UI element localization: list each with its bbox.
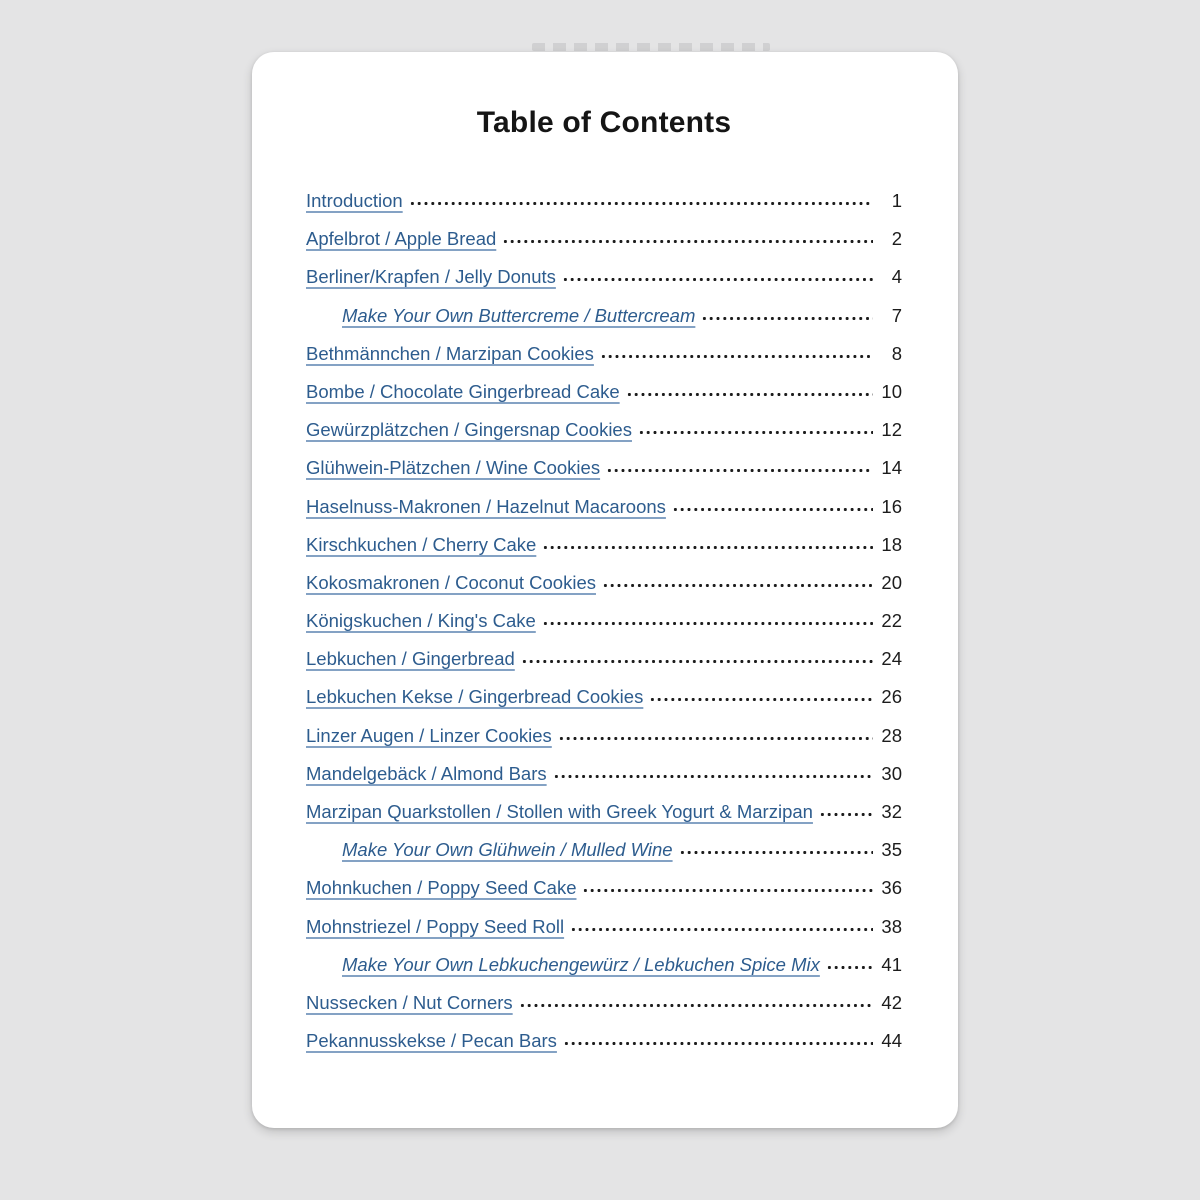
page-number: 18: [881, 533, 902, 555]
toc-link[interactable]: Kirschkuchen / Cherry Cake: [306, 533, 537, 555]
toc-row: [306, 190, 902, 228]
page-number: 8: [891, 342, 902, 364]
toc-row: [306, 343, 902, 381]
toc-row: [306, 305, 902, 343]
toc-link[interactable]: Mohnkuchen / Poppy Seed Cake: [306, 877, 577, 899]
toc-row: [306, 954, 902, 992]
dot-leader: [606, 467, 873, 474]
toc-row: [306, 916, 902, 954]
toc-link[interactable]: Pekannusskekse / Pecan Bars: [306, 1030, 557, 1052]
dot-leader: [563, 1040, 873, 1047]
toc-row: [306, 381, 902, 419]
toc-link[interactable]: Haselnuss-Makronen / Hazelnut Macaroons: [306, 495, 666, 517]
page-number: 42: [881, 991, 902, 1013]
dot-leader: [679, 849, 873, 856]
toc-link[interactable]: Bethmännchen / Marzipan Cookies: [306, 342, 594, 364]
dot-leader: [409, 200, 873, 207]
dot-leader: [826, 964, 873, 971]
dot-leader: [638, 429, 873, 436]
page-number: 16: [881, 495, 902, 517]
dot-leader: [562, 276, 873, 283]
dot-leader: [701, 315, 873, 322]
dot-leader: [819, 811, 873, 818]
page-number: 35: [881, 839, 902, 861]
dot-leader: [553, 773, 873, 780]
toc-row: [306, 992, 902, 1030]
toc-row: [306, 496, 902, 534]
toc-row: [306, 610, 902, 648]
previous-page-text-remnant: [532, 43, 770, 51]
toc-row: [306, 266, 902, 304]
toc-link[interactable]: Kokosmakronen / Coconut Cookies: [306, 571, 596, 593]
dot-leader: [649, 696, 873, 703]
toc-page-card: [252, 52, 958, 1128]
toc-link[interactable]: Lebkuchen Kekse / Gingerbread Cookies: [306, 686, 644, 708]
toc-link[interactable]: Nussecken / Nut Corners: [306, 991, 513, 1013]
toc-row: [306, 801, 902, 839]
toc-row: [306, 534, 902, 572]
toc-row: [306, 648, 902, 686]
toc-link[interactable]: Bombe / Chocolate Gingerbread Cake: [306, 380, 620, 402]
dot-leader: [519, 1002, 873, 1009]
toc-row: [306, 1030, 902, 1068]
toc-row: [306, 877, 902, 915]
dot-leader: [626, 391, 873, 398]
toc-link[interactable]: Glühwein-Plätzchen / Wine Cookies: [306, 457, 601, 479]
toc-row: [306, 839, 902, 877]
page-number: 7: [891, 304, 902, 326]
toc-link[interactable]: Make Your Own Glühwein / Mulled Wine: [342, 839, 673, 861]
toc-row: [306, 763, 902, 801]
dot-leader: [672, 506, 873, 513]
toc-row: [306, 725, 902, 763]
toc-list: [306, 190, 902, 1068]
toc-link[interactable]: Königskuchen / King's Cake: [306, 610, 536, 632]
toc-link[interactable]: Gewürzplätzchen / Gingersnap Cookies: [306, 419, 632, 441]
page-number: 44: [881, 1030, 902, 1052]
toc-row: [306, 457, 902, 495]
toc-row: [306, 686, 902, 724]
toc-link[interactable]: Mohnstriezel / Poppy Seed Roll: [306, 915, 565, 937]
page-number: 24: [881, 648, 902, 670]
page-number: 20: [881, 571, 902, 593]
dot-leader: [602, 582, 873, 589]
dot-leader: [570, 926, 873, 933]
dot-leader: [600, 353, 873, 360]
page-number: 10: [881, 380, 902, 402]
page-number: 41: [881, 953, 902, 975]
dot-leader: [542, 544, 873, 551]
page-title: Table of Contents: [476, 106, 732, 139]
page-number: 38: [881, 915, 902, 937]
toc-row: [306, 419, 902, 457]
toc-link[interactable]: Introduction: [306, 190, 403, 211]
toc-row: [306, 572, 902, 610]
toc-link[interactable]: Mandelgebäck / Almond Bars: [306, 762, 547, 784]
page-number: 4: [891, 266, 902, 288]
page-number: 22: [881, 610, 902, 632]
page-number: 26: [881, 686, 902, 708]
dot-leader: [542, 620, 873, 627]
dot-leader: [582, 887, 873, 894]
toc-row: [306, 228, 902, 266]
toc-link[interactable]: Make Your Own Lebkuchengewürz / Lebkuchen Spice Mix: [342, 953, 820, 975]
page-number: 32: [881, 801, 902, 822]
dot-leader: [521, 658, 873, 665]
dot-leader: [502, 238, 873, 245]
toc-link[interactable]: Make Your Own Buttercreme / Buttercream: [342, 304, 696, 326]
page-number: 2: [891, 228, 902, 250]
toc-link[interactable]: Apfelbrot / Apple Bread: [306, 228, 497, 250]
toc-link[interactable]: Linzer Augen / Linzer Cookies: [306, 724, 552, 746]
page-number: 1: [891, 190, 902, 211]
dot-leader: [558, 735, 873, 742]
toc-link[interactable]: Marzipan Quarkstollen / Stollen with Greek Yogurt & Marzipan: [306, 801, 813, 822]
page-number: 28: [881, 724, 902, 746]
toc-link[interactable]: Berliner/Krapfen / Jelly Donuts: [306, 266, 556, 288]
page-number: 36: [881, 877, 902, 899]
page-number: 12: [881, 419, 902, 441]
toc-link[interactable]: Lebkuchen / Gingerbread: [306, 648, 515, 670]
page-number: 14: [881, 457, 902, 479]
page-number: 30: [881, 762, 902, 784]
